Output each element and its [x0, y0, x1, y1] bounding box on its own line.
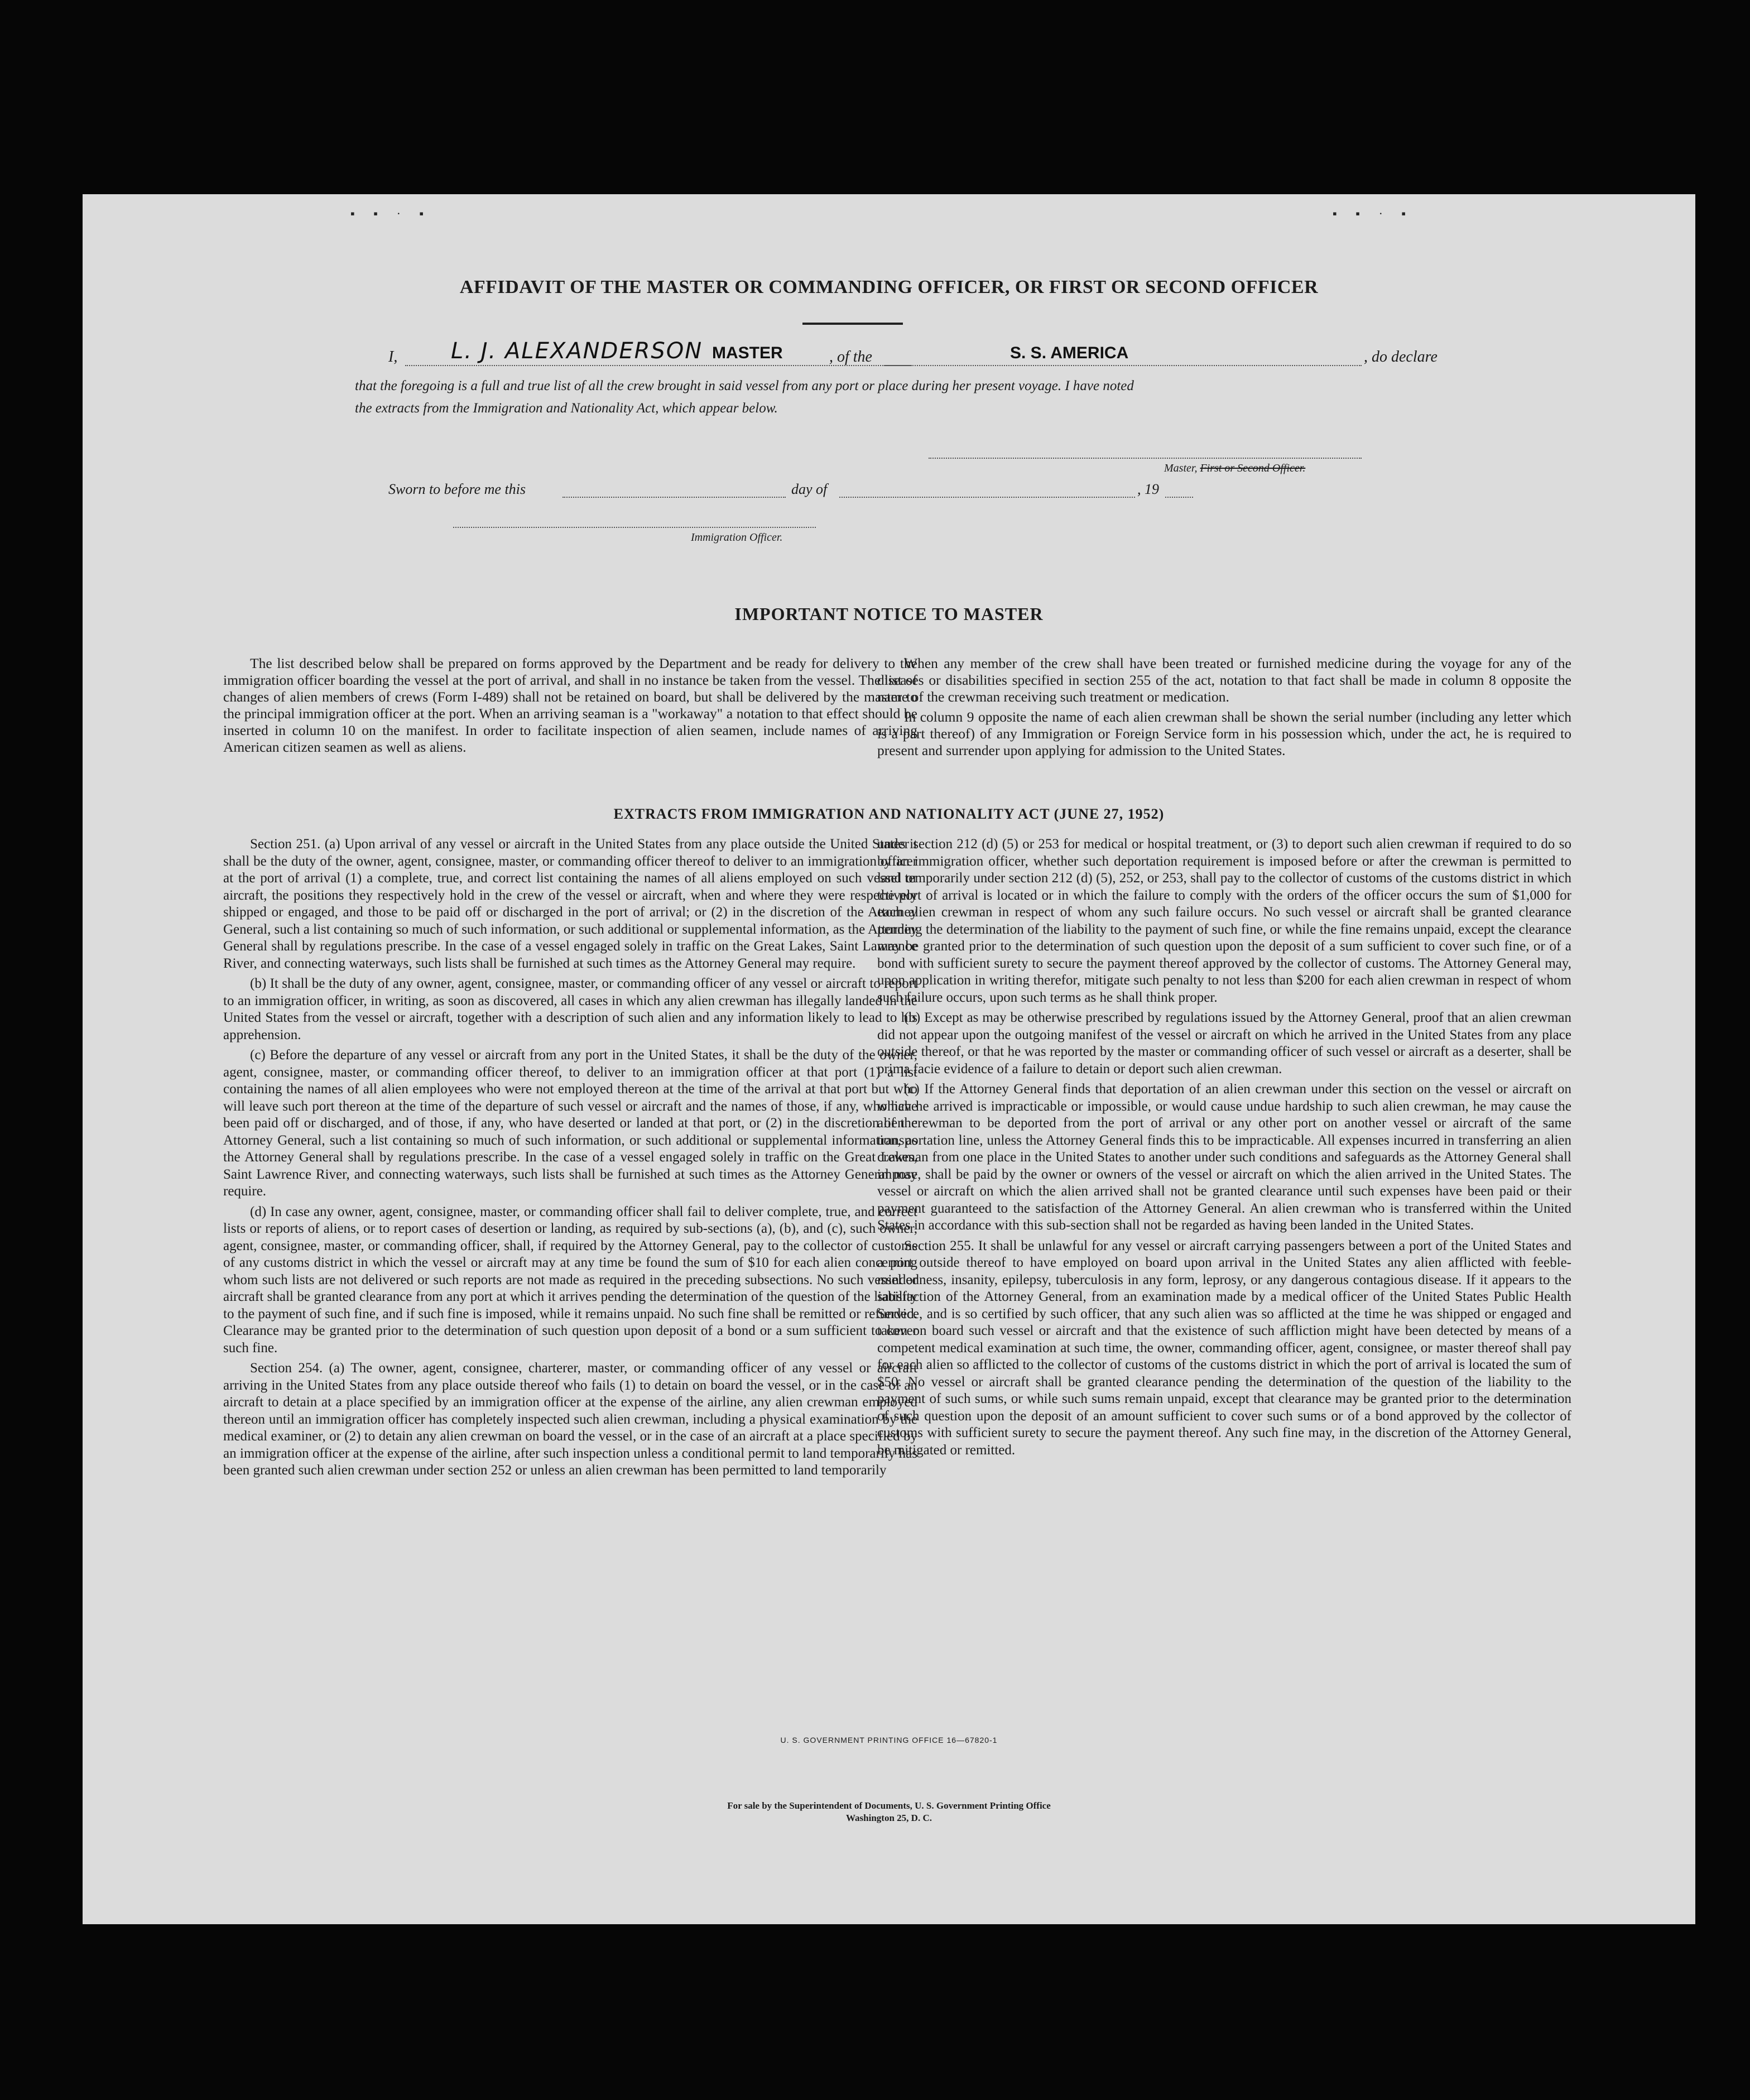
sworn-year-blank: [1165, 497, 1193, 498]
extract-paragraph: Section 254. (a) The owner, agent, consignee, charterer, master, or commanding officer of any vessel or aircraft arriving in the United States from any place outside thereof who fails (1) to detain on board the vessel, or in the case of an aircraft to detain at a place specified by an immigration officer at the expense of the airline, any alien crewman employed thereon until an immigration officer has completely inspected such alien crewman, including a physical examination by the medical examiner, or (2) to detain any alien crewman on board the vessel, or in the case of an aircraft at a place specified by an immigration officer at the expense of the airline, after such inspection unless a conditional permit to land temporarily has been granted such alien crewman under section 252 or unless an alien crewman has been permitted to land temporarily: [223, 1361, 917, 1478]
declaration-line-3: the extracts from the Immigration and Nationality Act, which appear below.: [355, 401, 778, 416]
immigration-officer-line: [453, 527, 816, 528]
extract-paragraph: (b) It shall be the duty of any owner, agent, consignee, master, or commanding officer of any vessel or aircraft to report to an immigration officer, in writing, as soon as discovered, all cases in which any alien crewman has illegally landed in the United States from the vessel or aircraft, together with a description of such alien and any information likely to lead to his apprehension.: [223, 976, 917, 1042]
title-divider: [802, 323, 903, 325]
affidavit-title: AFFIDAVIT OF THE MASTER OR COMMANDING OFFICER, OR FIRST OR SECOND OFFICER: [459, 277, 1319, 297]
extracts-heading: EXTRACTS FROM IMMIGRATION AND NATIONALITY ACT (JUNE 27, 1952): [613, 806, 1165, 822]
extract-paragraph: (b) Except as may be otherwise prescribed by regulations issued by the Attorney General, proof that an alien crewman did not appear upon the outgoing manifest of the vessel or aircraft on which he arrived in the United States from any place outside thereof, or that he was reported by the master or commanding officer of such vessel or aircraft as a deserter, shall be prima facie evidence of a failure to detain or deport such alien crewman.: [877, 1010, 1571, 1077]
extracts-right-column: [877, 836, 1571, 1462]
extract-paragraph: (d) In case any owner, agent, consignee, master, or commanding officer shall fail to deliver complete, true, and correct lists or reports of aliens, or to report cases of desertion or landing, as required by sub-sections (a), (b), and (c), such owner, agent, consignee, master, or commanding officer, shall, if required by the Attorney General, pay to the collector of customs of any customs district in which the vessel or aircraft may at any time be found the sum of $10 for each alien concerning whom such lists are not delivered or such reports are not made as required in the preceding subsections. No such vessel or aircraft shall be granted clearance from any port at which it arrives pending the determination of the question of the liability to the payment of such fine, and if such fine is imposed, while it remains unpaid. No such fine shall be remitted or refunded. Clearance may be granted prior to the determination of such question upon deposit of a bond or a sum sufficient to cover such fine.: [223, 1204, 917, 1356]
form-sheet: [83, 194, 1695, 1924]
notice-left: [223, 655, 917, 759]
vessel-blank: [884, 365, 1362, 366]
declaration-prefix: I,: [388, 348, 398, 366]
scan-marks: ▪ ▪ · ▪: [350, 206, 432, 220]
extract-paragraph: under section 212 (d) (5) or 253 for medical or hospital treatment, or (3) to deport such alien crewman if required to do so by an immigration officer, whether such deportation requirement is imposed before or after the crewman is permitted to land temporarily under section 212 (d) (5), 252, or 253, shall pay to the collector of customs of the customs district in which the port of arrival is located or in which the failure to comply with the orders of the officer occurs the sum of $1,000 for each alien crewman in respect of whom any such failure occurs. No such vessel or aircraft shall be granted clearance pending the determination of the liability to the payment of such fine, or while the fine remains unpaid, except the clearance may be granted prior to the determination of such question upon the deposit of a sum sufficient to cover such fine, or of a bond with sufficient surety to secure the payment thereof approved by the collector of customs. The Attorney General may, upon application in writing therefor, mitigate such penalty to not less than $200 for each alien crewman in respect of whom such failure occurs, upon such terms as he shall think proper.: [877, 837, 1571, 1005]
sworn-day-blank: [562, 497, 786, 498]
notice-right: [877, 655, 1571, 762]
signature-label: [1164, 462, 1305, 475]
for-sale-line-1: For sale by the Superintendent of Documents, U. S. Government Printing Office: [727, 1800, 1051, 1811]
do-declare-label: , do declare: [1364, 348, 1438, 366]
day-of-label: day of: [791, 481, 828, 497]
notice-heading: IMPORTANT NOTICE TO MASTER: [734, 604, 1044, 624]
extract-paragraph: (c) If the Attorney General finds that deportation of an alien crewman under this section on the vessel or aircraft on which he arrived is impracticable or impossible, or would cause undue hardship to such alien crewman, he may cause the alien crewman to be deported from the port of arrival or any other port on another vessel or aircraft of the same transportation line, unless the Attorney General finds this to be impracticable. All expenses incurred in transferring an alien crewman from one place in the United States to another under such conditions and safeguards as the Attorney General shall impose, shall be paid by the owner or owners of the vessel or aircraft on which the alien arrived in the United States. The vessel or aircraft on which the alien arrived shall not be granted clearance until such expenses have been paid or their payment guaranteed to the satisfaction of the Attorney General. An alien crewman who is transferred within the United States in accordance with this sub-section shall not be regarded as having been landed in the United States.: [877, 1082, 1571, 1233]
year-label: , 19: [1137, 481, 1159, 497]
vessel-name: S. S. AMERICA: [1010, 344, 1129, 362]
printing-office-line: U. S. GOVERNMENT PRINTING OFFICE 16—67820-1: [780, 1736, 998, 1745]
notice-paragraph: The list described below shall be prepared on forms approved by the Department and be ready for delivery to the immigration officer boarding the vessel at the port of arrival, and shall in no instance be taken from the vessel. The list of changes of alien members of crews (Form I-489) shall not be retained on board, but shall be delivered by the master to the principal immigration officer at the port. When an arriving seaman is a "workaway" a notation to that effect should be inserted in column 10 on the manifest. In order to facilitate inspection of alien seamen, include names of arriving American citizen seamen as well as aliens.: [223, 655, 917, 755]
signature-label-master: Master,: [1164, 462, 1198, 474]
extract-paragraph: Section 255. It shall be unlawful for any vessel or aircraft carrying passengers between a port of the United States and a port outside thereof to have employed on board upon arrival in the United States any alien afflicted with feeble-mindedness, insanity, epilepsy, tuberculosis in any form, leprosy, or any dangerous contagious disease. If it appears to the satisfaction of the Attorney General, from an examination made by a medical officer of the United States Public Health Service, and is so certified by such officer, that any such alien was so afflicted at the time he was shipped or engaged and taken on board such vessel or aircraft and that the existence of such affliction might have been detected by means of a competent medical examination at such time, the owner, commanding officer, agent, consignee, or master thereof shall pay for each alien so afflicted to the collector of customs of the customs district in which the port of arrival is located the sum of $50. No vessel or aircraft shall be granted clearance pending the determination of the question of the liability to the payment of such sums, or while such sums remain unpaid, except that clearance may be granted prior to the determination of such question upon the deposit of an amount sufficient to cover such sums or of a bond approved by the collector of customs with sufficient surety to secure the payment thereof. Any such fine may, in the discretion of the Attorney General, be mitigated or remitted.: [877, 1238, 1571, 1458]
signer-title: MASTER: [712, 344, 783, 362]
of-the-label: , of the: [829, 348, 872, 366]
scan-marks: ▪ ▪ · ▪: [1333, 206, 1414, 220]
declaration-line-2: that the foregoing is a full and true list of all the crew brought in said vessel from any port or place during her present voyage. I have noted: [355, 378, 1134, 393]
sworn-text: Sworn to before me this: [388, 481, 526, 497]
notice-paragraph: When any member of the crew shall have been treated or furnished medicine during the voyage for any of the diseases or disabilities specified in section 255 of the act, notation to that fact shall be made in column 8 opposite the name of the crewman receiving such treatment or medication.: [877, 655, 1571, 705]
immigration-officer-label: Immigration Officer.: [691, 531, 783, 544]
extract-paragraph: (c) Before the departure of any vessel or aircraft from any port in the United States, it shall be the duty of the owner, agent, consignee, master, or commanding officer thereof, to deliver to an immigration officer at that port (1) a list containing the names of all alien employees who were not employed thereon at the time of the arrival at that port but who will leave such port thereon at the time of the departure of such vessel or aircraft and the names of those, if any, who have been paid off or discharged, and of those, if any, who have deserted or landed at that port, or (2) in the discretion of the Attorney General, such a list containing so much of such information, or such additional or supplemental information, as the Attorney General shall by regulations prescribe. In the case of a vessel engaged solely in traffic on the Great Lakes, Saint Lawrence River, and connecting waterways, such lists shall be furnished at such times as the Attorney General may require.: [223, 1047, 917, 1199]
signer-name: L. J. ALEXANDERSON: [451, 338, 703, 364]
sworn-month-blank: [839, 497, 1135, 498]
extracts-left-column: [223, 836, 917, 1483]
signature-label-officer: First or Second Officer.: [1200, 462, 1306, 474]
notice-paragraph: In column 9 opposite the name of each alien crewman shall be shown the serial number (including any letter which is a part thereof) of any Immigration or Foreign Service form in his possession which, under the act, he is required to present and surrender upon applying for admission to the United States.: [877, 709, 1571, 758]
signature-line: [929, 458, 1362, 459]
extract-paragraph: Section 251. (a) Upon arrival of any vessel or aircraft in the United States from any place outside the United States it shall be the duty of the owner, agent, consignee, master, or commanding officer thereof to deliver to an immigration officer at the port of arrival (1) a complete, true, and correct list containing the names of all aliens employed on such vessel or aircraft, the positions they respectively hold in the crew of the vessel or aircraft, when and where they were respectively shipped or engaged, and those to be paid off or discharged in the port of arrival; or (2) in the discretion of the Attorney General, such a list containing so much of such information, or such additional or supplemental information, as the Attorney General shall by regulations prescribe. In the case of a vessel engaged solely in traffic on the Great Lakes, Saint Lawrence River, and connecting waterways, such lists shall be furnished at such times as the Attorney General may require.: [223, 837, 917, 971]
for-sale-line-2: Washington 25, D. C.: [846, 1813, 932, 1823]
